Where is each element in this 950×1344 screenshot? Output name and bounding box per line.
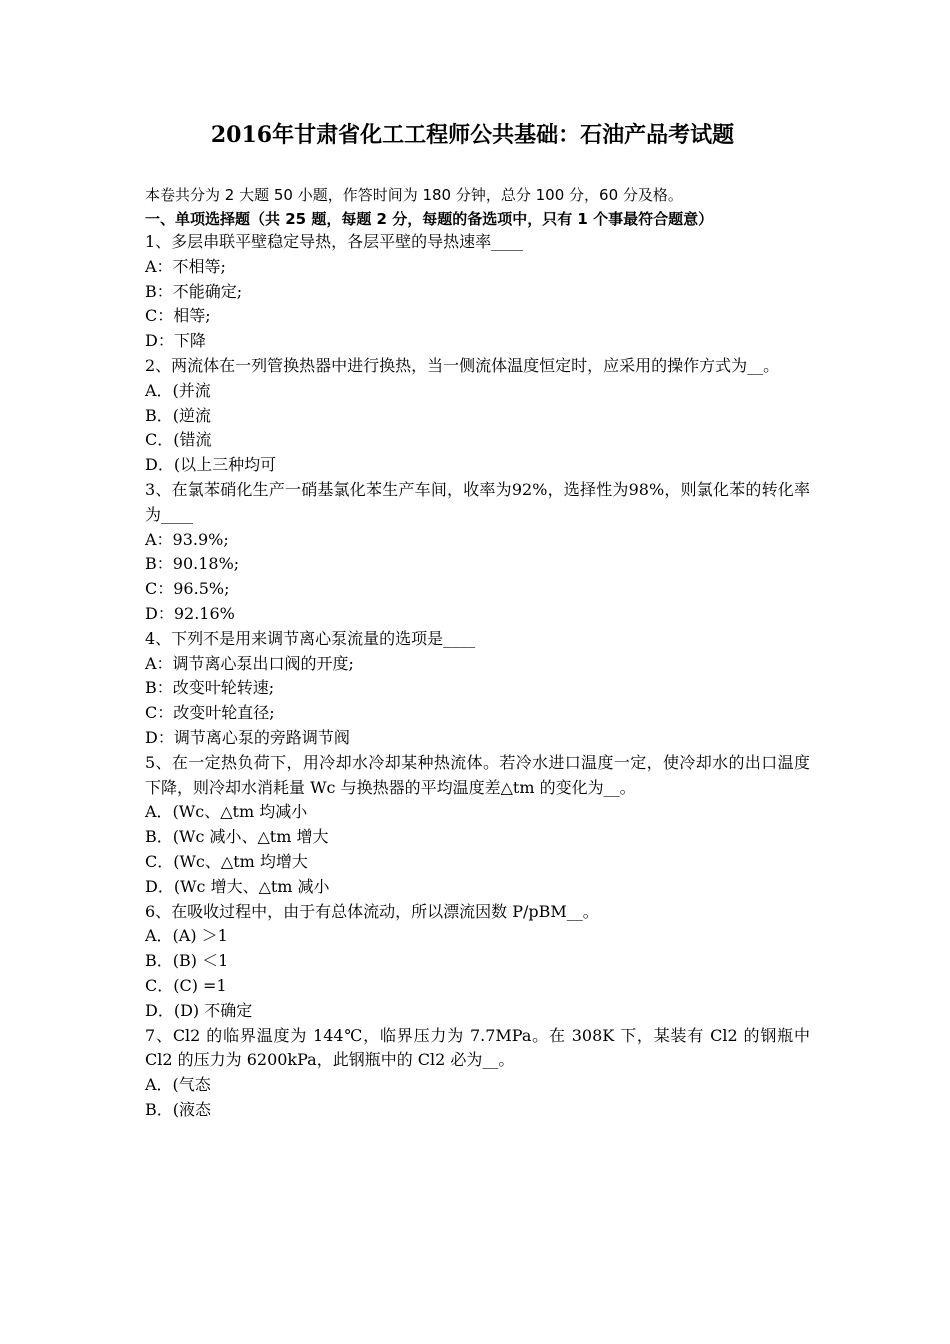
answer-option: A．(并流 xyxy=(145,380,211,400)
answer-option: D．(Wc 增大、△tm 减小 xyxy=(145,876,330,896)
exam-intro: 本卷共分为 2 大题 50 小题，作答时间为 180 分钟，总分 100 分，60 分及格。 xyxy=(145,186,683,204)
answer-option: D．(以上三种均可 xyxy=(145,455,277,475)
answer-option: D：下降 xyxy=(145,331,206,351)
question-stem: 4、下列不是用来调节离心泵流量的选项是____ xyxy=(145,628,476,648)
answer-option: B：90.18%; xyxy=(145,554,240,574)
question-block xyxy=(145,900,810,1024)
answer-option: B．(Wc 减小、△tm 增大 xyxy=(145,827,329,847)
answer-option: B．(液态 xyxy=(145,1099,212,1119)
answer-option: A：不相等; xyxy=(145,256,226,276)
question-block xyxy=(145,230,810,354)
answer-option: B：不能确定; xyxy=(145,281,243,301)
answer-option: B．(逆流 xyxy=(145,405,212,425)
question-block xyxy=(145,478,810,627)
answer-option: C．(错流 xyxy=(145,430,212,450)
answer-option: D．(D) 不确定 xyxy=(145,1000,253,1020)
answer-option: C：改变叶轮直径; xyxy=(145,703,275,723)
answer-option: C．(Wc、△tm 均增大 xyxy=(145,851,308,871)
question-stem: 5、在一定热负荷下，用冷却水冷却某种热流体。若冷水进口温度一定，使冷却水的出口温度下降，则冷却水消耗量 Wc 与换热器的平均温度差△tm 的变化为__。 xyxy=(145,752,810,797)
answer-option: B：改变叶轮转速; xyxy=(145,678,275,698)
question-block xyxy=(145,354,810,478)
question-stem: 6、在吸收过程中，由于有总体流动，所以漂流因数 P/pBM__。 xyxy=(145,901,599,921)
answer-option: A．(Wc、△tm 均减小 xyxy=(145,802,308,822)
document-title: 2016年甘肃省化工工程师公共基础：石油产品考试题 xyxy=(210,122,735,148)
section-heading: 一、单项选择题（共 25 题，每题 2 分，每题的备选项中，只有 1 个事最符合题意） xyxy=(145,210,714,228)
question-block xyxy=(145,627,810,751)
answer-option: A．(气态 xyxy=(145,1075,211,1095)
question-stem: 2、两流体在一列管换热器中进行换热，当一侧流体温度恒定时，应采用的操作方式为__。 xyxy=(145,355,780,375)
answer-option: B．(B) ＜1 xyxy=(145,951,229,971)
question-stem: 1、多层串联平壁稳定导热，各层平壁的导热速率____ xyxy=(145,232,524,251)
question-stem: 7、Cl2 的临界温度为 144℃，临界压力为 7.7MPa。在 308K 下，某装有 Cl2 的钢瓶中 Cl2 的压力为 6200kPa，此钢瓶中的 Cl2 必为__。 xyxy=(145,1025,810,1070)
answer-option: A：93.9%; xyxy=(145,529,229,549)
question-block xyxy=(145,751,810,900)
answer-option: C：相等; xyxy=(145,306,211,326)
answer-option: C．(C) =1 xyxy=(145,975,227,995)
answer-option: D：92.16% xyxy=(145,603,235,623)
answer-option: A：调节离心泵出口阀的开度; xyxy=(145,653,354,673)
document-page xyxy=(145,118,810,1123)
answer-option: C：96.5%; xyxy=(145,579,230,599)
answer-option: D：调节离心泵的旁路调节阀 xyxy=(145,727,350,747)
question-block xyxy=(145,1024,810,1123)
answer-option: A．(A) ＞1 xyxy=(145,926,228,946)
question-stem: 3、在氯苯硝化生产一硝基氯化苯生产车间，收率为92%，选择性为98%，则氯化苯的转化率为____ xyxy=(145,479,810,524)
